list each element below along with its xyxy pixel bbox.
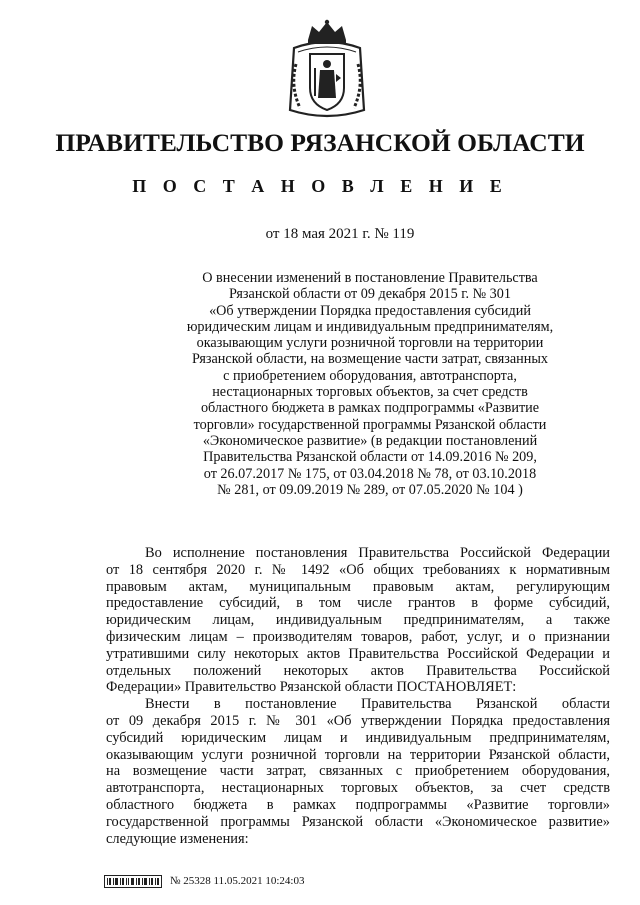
body-line: областного бюджета в рамках подпрограммы «Развитие торговли»: [106, 796, 610, 813]
subject-line: «Экономическое развитие» (в редакции постановлений: [202, 432, 538, 449]
ryazan-coat-of-arms-icon: [286, 18, 368, 122]
body-line: Федерации» Правительство Рязанской области ПОСТАНОВЛЯЕТ:: [106, 679, 517, 696]
body-line: автотранспорта, нестационарных торговых объектов, за счет средств: [106, 780, 610, 797]
subject-line: нестационарных торговых объектов, за счет средств: [212, 384, 528, 401]
body-line: физическим лицам – производителям товаров, работ, услуг, и о признании: [106, 628, 610, 645]
body-line: Внести в постановление Правительства Рязанской области: [145, 696, 610, 713]
body-line: следующие изменения:: [106, 830, 249, 847]
body-line: оказывающим услуги розничной торговли на территории Рязанской области,: [106, 746, 610, 763]
body-line: Во исполнение постановления Правительства Российской Федерации: [145, 545, 610, 561]
subject-line: с приобретением оборудования, автотранспорта,: [223, 367, 517, 384]
date-and-number: от 18 мая 2021 г. № 119: [265, 226, 415, 242]
subject-line: юридическим лицам и индивидуальным предпринимателям,: [186, 318, 554, 335]
subject-line: областного бюджета в рамках подпрограммы «Развитие: [200, 400, 540, 417]
subject-line: «Об утверждении Порядка предоставления субсидий: [209, 302, 531, 319]
subject-line: Рязанской области от 09 декабря 2015 г. № 301: [229, 286, 511, 303]
subject-line: № 281, от 09.09.2019 № 289, от 07.05.2020 № 104 ): [217, 481, 523, 498]
subject-line: О внесении изменений в постановление Правительства: [202, 270, 538, 286]
body-line: правовым актам, муниципальным правовым актам, регулирующим: [106, 578, 610, 595]
body-line: отдельных положений некоторых актов Правительства Российской: [106, 662, 610, 679]
body-line: на возмещение части затрат, связанных с приобретением оборудования,: [106, 763, 610, 780]
document-subject: [150, 270, 590, 498]
subject-line: от 26.07.2017 № 175, от 03.04.2018 № 78, от 03.10.2018: [203, 465, 537, 482]
body-line: государственной программы Рязанской области «Экономическое развитие»: [106, 813, 610, 830]
subject-line: торговли» государственной программы Рязанской области: [193, 416, 547, 433]
barcode-stamp-icon: [104, 875, 162, 888]
document-body: [106, 545, 610, 847]
subject-line: Правительства Рязанской области от 14.09.2016 № 209,: [203, 449, 537, 466]
registration-number: № 25328 11.05.2021 10:24:03: [170, 875, 305, 887]
body-line: предоставление субсидий, в том числе грантов в форме субсидий,: [106, 595, 610, 612]
subject-line: Рязанской области, на возмещение части затрат, связанных: [192, 351, 548, 368]
organization-title: ПРАВИТЕЛЬСТВО РЯЗАНСКОЙ ОБЛАСТИ: [55, 128, 585, 157]
body-line: юридическим лицам, индивидуальным предпринимателям, а также: [106, 612, 610, 629]
body-line: субсидий юридическим лицам и индивидуальным предпринимателям,: [106, 729, 610, 746]
body-line: от 09 декабря 2015 г. № 301 «Об утверждении Порядка предоставления: [106, 712, 610, 729]
subject-line: оказывающим услуги розничной торговли на территории: [196, 335, 544, 352]
registration-footer: [104, 872, 304, 890]
body-line: от 18 сентября 2020 г. № 1492 «Об общих требованиях к нормативным: [106, 561, 610, 578]
document-type: П О С Т А Н О В Л Е Н И Е: [132, 176, 508, 196]
body-line: утратившими силу некоторых актов Правительства Российской Федерации и: [106, 645, 610, 662]
